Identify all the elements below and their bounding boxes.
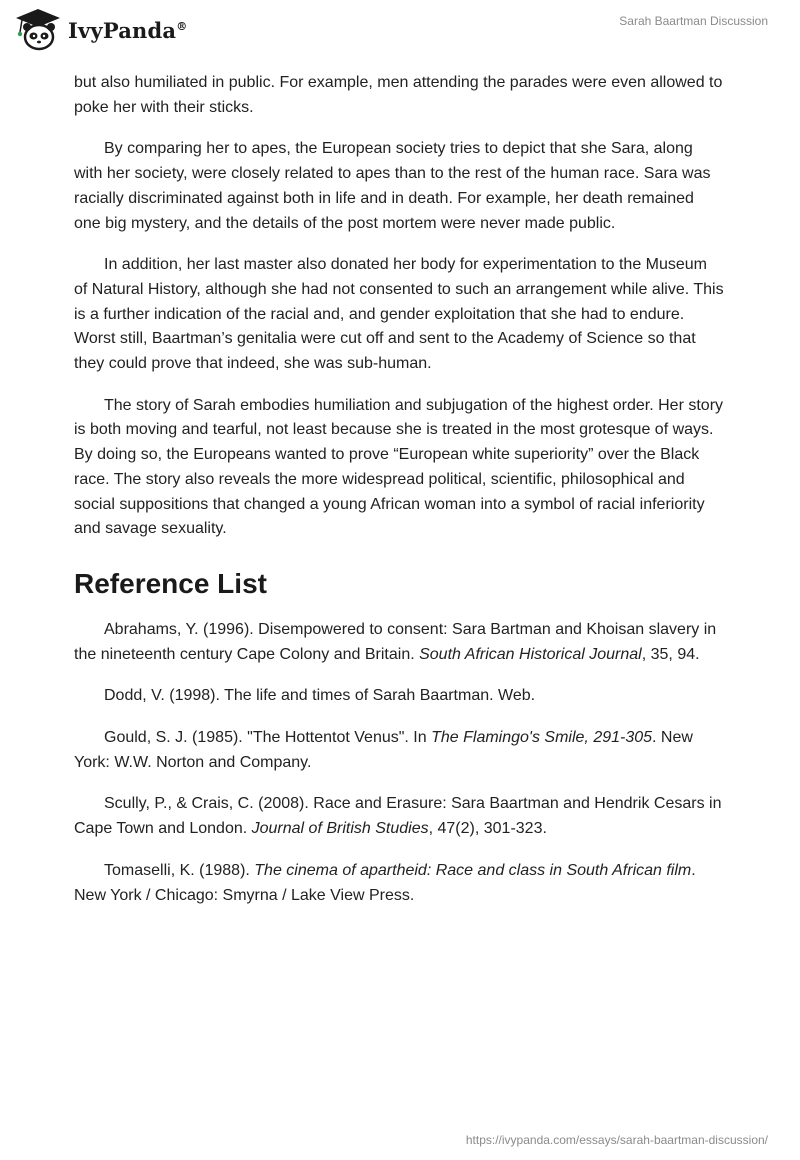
panda-graduate-icon	[14, 8, 62, 52]
reference-item: Abrahams, Y. (1996). Disempowered to consent: Sara Bartman and Khoisan slavery in the nineteenth century Cape Colony and Britain. South African Historical Journal, 35, 94.	[74, 620, 717, 663]
paragraph: In addition, her last master also donated her body for experimentation to the Museum of Natural History, although she had not consented to such an arrangement while alive. This is a further indication of the racial and, and gender exploitation that she had to endure. Worst still, Baartman’s genitalia were cut off and sent to the Academy of Science so that they could prove that indeed, she was sub-human.	[74, 256, 724, 373]
reference-item: Tomaselli, K. (1988). The cinema of apartheid: Race and class in South African film. New York / Chicago: Smyrna / Lake View Press.	[74, 861, 696, 904]
reference-item: Dodd, V. (1998). The life and times of Sarah Baartman. Web.	[104, 687, 536, 705]
paragraph: By comparing her to apes, the European society tries to depict that she Sara, along with her society, were closely related to apes than to the rest of the human race. Sara was racially discriminated against both in life and in death. For example, her death remained one big mystery, and the details of the post mortem were never made public.	[74, 140, 711, 232]
reference-item: Gould, S. J. (1985). "The Hottentot Venus". In The Flamingo's Smile, 291-305. New York: W.W. Norton and Company.	[74, 729, 693, 771]
essay-content	[74, 71, 724, 925]
page-header	[0, 0, 800, 70]
paragraph: The story of Sarah embodies humiliation and subjugation of the highest order. Her story is both moving and tearful, not least because she is treated in the most grotesque of ways. By doing so, the Europeans wanted to prove “European white superiority” over the Black race. The story also reveals the more widespread political, scientific, philosophical and social suppositions that changed a young African woman into a symbol of racial inferiority and savage sexuality.	[74, 396, 724, 538]
ivypanda-logo[interactable]	[14, 8, 187, 52]
brand-name: IvyPanda®	[68, 17, 188, 43]
paragraph: but also humiliated in public. For example, men attending the parades were even allowed to poke her with their sticks.	[74, 74, 723, 116]
footer-url[interactable]: https://ivypanda.com/essays/sarah-baartman-discussion/	[465, 1133, 768, 1147]
reference-item: Scully, P., & Crais, C. (2008). Race and Erasure: Sara Baartman and Hendrik Cesars in Cape Town and London. Journal of British Studies, 47(2), 301-323.	[74, 795, 722, 838]
document-title: Sarah Baartman Discussion	[619, 14, 768, 28]
reference-list-heading: Reference List	[74, 567, 267, 599]
